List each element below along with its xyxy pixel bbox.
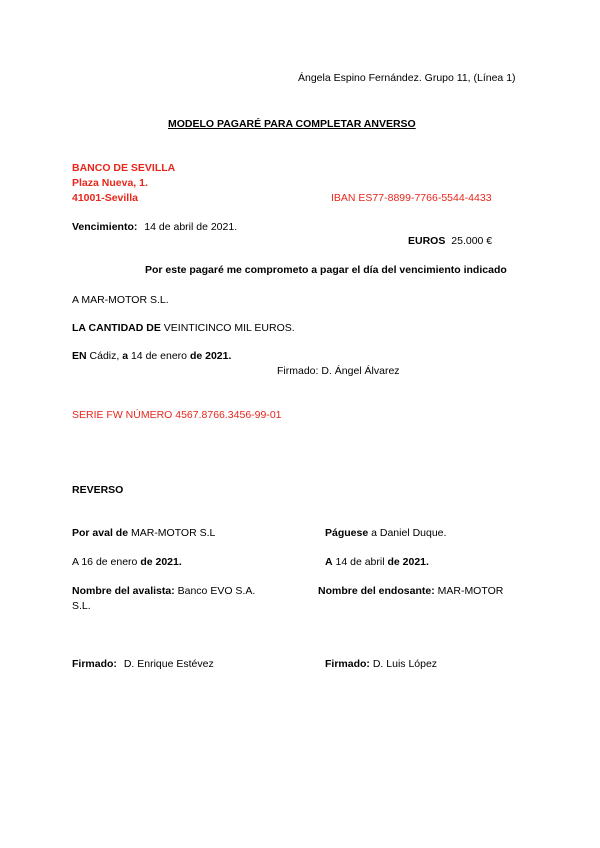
bank-address: Plaza Nueva, 1.: [72, 177, 148, 189]
paguese-line: [325, 527, 446, 540]
avalista-line: [72, 585, 255, 598]
reverso-title: REVERSO: [72, 484, 124, 496]
aval-date-year: de 2021.: [140, 556, 182, 568]
aval-date: A 16 de enero: [72, 556, 138, 568]
en-a: a: [122, 350, 129, 362]
endoso-date-year: de 2021.: [387, 556, 429, 568]
endosante-label: Nombre del endosante:: [318, 585, 435, 597]
en-year: de 2021.: [189, 350, 232, 362]
bank-city: 41001-Sevilla: [72, 192, 138, 204]
author-line: Ángela Espino Fernández. Grupo 11, (Línea 1): [298, 72, 516, 84]
paguese-label: Páguese: [325, 527, 369, 539]
en-label: EN: [72, 350, 87, 362]
endosante-line: [318, 585, 503, 598]
endoso-signature-line: [325, 658, 437, 671]
avalista-value: Banco EVO S.A.: [177, 585, 256, 597]
vencimiento-label: Vencimiento:: [72, 221, 138, 233]
aval-signed-value: D. Enrique Estévez: [123, 658, 214, 670]
bank-iban: IBAN ES77-8899-7766-5544-4433: [331, 192, 492, 204]
endoso-date-a: A: [325, 556, 333, 568]
endoso-signed-label: Firmado:: [325, 658, 370, 670]
euros-value: 25.000 €: [451, 235, 493, 247]
cantidad-label: LA CANTIDAD DE: [72, 322, 161, 334]
document-title: MODELO PAGARÉ PARA COMPLETAR ANVERSO: [168, 118, 416, 130]
anverso-signature: Firmado: D. Ángel Álvarez: [277, 365, 400, 377]
en-date: 14 de enero: [130, 350, 188, 362]
cantidad-value: VEINTICINCO MIL EUROS.: [163, 322, 295, 334]
avalista-label: Nombre del avalista:: [72, 585, 175, 597]
aval-signed-label: Firmado:: [72, 658, 117, 670]
paguese-value: a Daniel Duque.: [371, 527, 447, 539]
cantidad-line: [72, 322, 295, 335]
vencimiento-line: [72, 221, 237, 234]
endosante-value: MAR-MOTOR: [437, 585, 504, 597]
endoso-date-line: [325, 556, 429, 569]
endoso-date: 14 de abril: [335, 556, 385, 568]
bank-name: BANCO DE SEVILLA: [72, 162, 176, 174]
aval-date-line: [72, 556, 182, 569]
aval-label: Por aval de: [72, 527, 129, 539]
aval-line: [72, 527, 215, 540]
euros-line: [408, 235, 492, 248]
aval-signature-line: [72, 658, 214, 671]
avalista-continuation: S.L.: [72, 600, 91, 612]
aval-value: MAR-MOTOR S.L: [130, 527, 216, 539]
promise-text: Por este pagaré me comprometo a pagar el día del vencimiento indicado: [145, 264, 507, 276]
payee-text: A MAR-MOTOR S.L.: [72, 294, 169, 306]
vencimiento-value: 14 de abril de 2021.: [144, 221, 238, 233]
euros-label: EUROS: [408, 235, 446, 247]
serie-number: SERIE FW NÚMERO 4567.8766.3456-99-01: [72, 409, 282, 421]
en-city: Cádiz,: [89, 350, 120, 362]
place-date-line: [72, 350, 231, 363]
endoso-signed-value: D. Luis López: [372, 658, 438, 670]
